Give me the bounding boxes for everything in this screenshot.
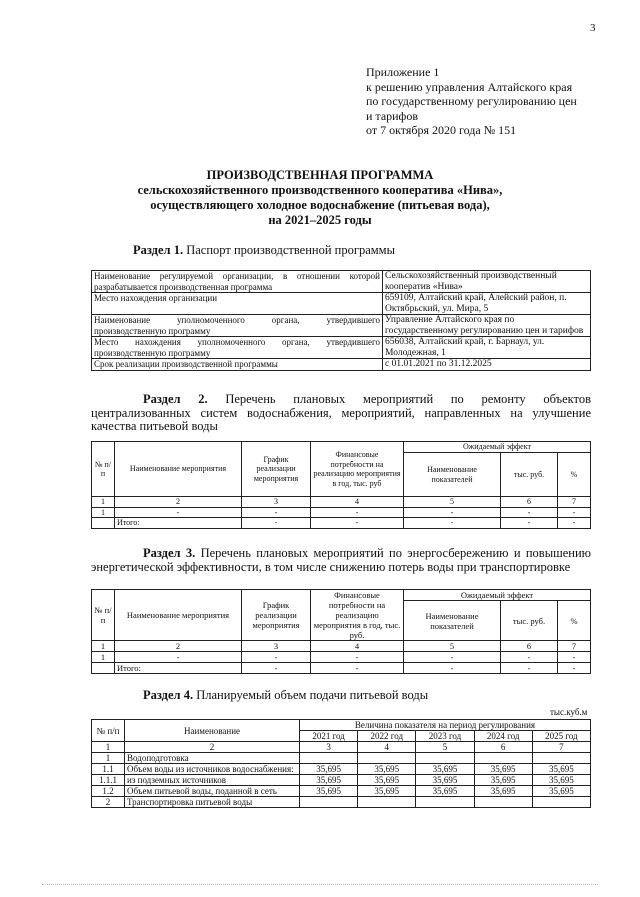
table-cell: из подземных источников	[125, 775, 300, 786]
table-cell: -	[404, 652, 501, 663]
table-cell: 35,695	[300, 775, 358, 786]
table-cell	[92, 518, 115, 529]
table-row	[92, 786, 591, 797]
table-cell: 3	[242, 497, 311, 508]
table-cell: 35,695	[532, 764, 590, 775]
table-cell: -	[501, 518, 558, 529]
header-year: 2023 год	[416, 731, 474, 742]
table-row	[92, 507, 591, 518]
section1-number: Раздел 1.	[133, 243, 184, 257]
table-cell: 1	[92, 497, 115, 508]
passport-value: Сельскохозяйственный производственный кооператив «Нива»	[383, 271, 591, 293]
table-header-row	[92, 720, 591, 731]
table-total-row	[92, 518, 591, 529]
table-row	[92, 775, 591, 786]
header-pct: %	[558, 601, 591, 641]
passport-label: Срок реализации производственной программы	[92, 359, 383, 371]
table-cell: Объем питьевой воды, поданной в сеть	[125, 786, 300, 797]
table-row	[92, 797, 591, 808]
table-cell: -	[242, 518, 311, 529]
header-num: № п/п	[92, 442, 115, 497]
header-effect: Ожидаемый эффект	[404, 442, 591, 453]
passport-value: 656038, Алтайский край, г. Барнаул, ул. Молодежная, 1	[383, 337, 591, 359]
water-volume-table	[91, 719, 591, 808]
table-cell: -	[242, 652, 311, 663]
table-cell: 35,695	[532, 775, 590, 786]
header-num: № п/п	[92, 720, 125, 742]
table-cell: 35,695	[474, 786, 532, 797]
section1-heading	[133, 243, 395, 258]
title-line: осуществляющего холодное водоснабжение (питьевая вода),	[150, 198, 490, 212]
header-rub: тыс. руб.	[501, 453, 558, 497]
table-cell: 2	[115, 641, 242, 652]
table-cell: -	[242, 507, 311, 518]
header-name: Наименование мероприятия	[115, 590, 242, 641]
table-cell: 1	[92, 641, 115, 652]
table-cell: 35,695	[358, 775, 416, 786]
measures-table	[91, 441, 591, 529]
table-header-row	[92, 442, 591, 453]
table-cell: 7	[558, 497, 591, 508]
section3-heading	[91, 547, 591, 574]
section4-number: Раздел 4.	[143, 688, 194, 702]
section3-text: Перечень плановых мероприятий по энергосбережению и повышению энергетической эффективности, в том числе снижению потерь воды при транспортировке	[91, 546, 591, 574]
table-cell: 35,695	[358, 764, 416, 775]
table-cell	[416, 753, 474, 764]
table-cell: 5	[404, 641, 501, 652]
table-cell: -	[404, 663, 501, 674]
table-row	[92, 271, 591, 293]
passport-label: Место нахождения уполномоченного органа, утвердившего производственную программу	[92, 337, 383, 359]
appendix-line: от 7 октября 2020 года № 151	[366, 123, 517, 137]
appendix-line: и тарифов	[366, 108, 419, 123]
table-cell: 4	[311, 641, 404, 652]
table-row	[92, 742, 591, 753]
table-cell: 2	[125, 742, 300, 753]
header-indicator: Наименование показателей	[404, 453, 501, 497]
table-cell: 5	[416, 742, 474, 753]
section2-number: Раздел 2.	[143, 392, 208, 406]
table-cell: 6	[501, 641, 558, 652]
page-number: 3	[590, 22, 596, 34]
table-cell	[532, 753, 590, 764]
header-name: Наименование	[125, 720, 300, 742]
section3-number: Раздел 3.	[143, 546, 196, 560]
table-cell: 3	[242, 641, 311, 652]
header-pct: %	[558, 453, 591, 497]
table-cell: 35,695	[416, 764, 474, 775]
table-cell: 3	[300, 742, 358, 753]
table-cell: 35,695	[474, 764, 532, 775]
table-cell: 4	[311, 497, 404, 508]
table-row	[92, 641, 591, 652]
table-cell: -	[558, 518, 591, 529]
table-cell: 1.1	[92, 764, 125, 775]
table-cell: 1	[92, 652, 115, 663]
header-num: № п/п	[92, 590, 115, 641]
table-total-row	[92, 663, 591, 674]
passport-value: с 01.01.2021 по 31.12.2025	[383, 359, 591, 371]
table-cell: 1	[92, 507, 115, 518]
total-label: Итого:	[115, 518, 242, 529]
table-cell: -	[311, 518, 404, 529]
passport-table	[91, 270, 591, 371]
table-cell: -	[242, 663, 311, 674]
title-line: на 2021–2025 годы	[268, 213, 372, 227]
table-cell: 35,695	[300, 764, 358, 775]
section4-text: Планируемый объем подачи питьевой воды	[193, 688, 429, 702]
table-cell: 35,695	[532, 786, 590, 797]
table-cell: -	[115, 652, 242, 663]
footer-divider	[42, 884, 598, 885]
unit-label: тыс.куб.м	[550, 707, 588, 717]
table-cell: 1	[92, 742, 125, 753]
table-cell: 7	[558, 641, 591, 652]
table-row	[92, 359, 591, 371]
table-row	[92, 764, 591, 775]
table-cell: 35,695	[300, 786, 358, 797]
table-cell	[532, 797, 590, 808]
header-indicator: Наименование показателей	[404, 601, 501, 641]
header-schedule: График реализации мероприятия	[242, 442, 311, 497]
table-row	[92, 315, 591, 337]
table-cell: Водоподготовка	[125, 753, 300, 764]
table-cell: 35,695	[416, 786, 474, 797]
table-cell: 7	[532, 742, 590, 753]
table-cell: -	[501, 652, 558, 663]
table-cell: -	[501, 507, 558, 518]
passport-label: Наименование регулируемой организации, в отношении которой разрабатывается производственная программа	[92, 271, 383, 293]
passport-label: Наименование уполномоченного органа, утвердившего производственную программу	[92, 315, 383, 337]
table-cell: -	[404, 518, 501, 529]
table-cell: -	[311, 663, 404, 674]
total-label: Итого:	[115, 663, 242, 674]
header-period: Величина показателя на период регулирования	[300, 720, 591, 731]
table-cell: -	[501, 663, 558, 674]
table-cell: 1	[92, 753, 125, 764]
section2-heading	[91, 393, 591, 434]
appendix-line: Приложение 1	[366, 65, 440, 79]
table-cell	[300, 797, 358, 808]
document-title	[0, 168, 640, 228]
table-cell: 35,695	[474, 775, 532, 786]
passport-value: Управление Алтайского края по государственному регулированию цен и тарифов	[383, 315, 591, 337]
table-cell: 6	[501, 497, 558, 508]
section1-text: Паспорт производственной программы	[183, 243, 395, 257]
table-cell	[300, 753, 358, 764]
table-cell	[358, 797, 416, 808]
table-cell: -	[311, 652, 404, 663]
table-header-row	[92, 590, 591, 601]
table-cell: Транспортировка питьевой воды	[125, 797, 300, 808]
table-cell: -	[404, 507, 501, 518]
header-effect: Ожидаемый эффект	[404, 590, 591, 601]
table-cell: 35,695	[416, 775, 474, 786]
table-cell: 2	[92, 797, 125, 808]
table-cell: 2	[115, 497, 242, 508]
table-cell: -	[558, 663, 591, 674]
header-year: 2025 год	[532, 731, 590, 742]
header-year: 2022 год	[358, 731, 416, 742]
table-row	[92, 753, 591, 764]
table-cell: 1.2	[92, 786, 125, 797]
section4-heading	[143, 689, 428, 703]
table-cell: 1.1.1	[92, 775, 125, 786]
appendix-line: к решению управления Алтайского края	[366, 79, 573, 94]
table-row	[92, 652, 591, 663]
table-row	[92, 497, 591, 508]
table-cell: -	[311, 507, 404, 518]
passport-value: 659109, Алтайский край, Алейский район, п. Октябрьский, ул. Мира, 5	[383, 293, 591, 315]
table-cell	[474, 753, 532, 764]
table-cell: Объем воды из источников водоснабжения:	[125, 764, 300, 775]
table-cell: -	[115, 507, 242, 518]
table-cell: -	[558, 507, 591, 518]
header-year: 2024 год	[474, 731, 532, 742]
table-cell: 35,695	[358, 786, 416, 797]
title-line: ПРОИЗВОДСТВЕННАЯ ПРОГРАММА	[206, 168, 434, 182]
header-rub: тыс. руб.	[501, 601, 558, 641]
table-cell	[92, 663, 115, 674]
table-row	[92, 337, 591, 359]
energy-measures-table	[91, 589, 591, 674]
header-year: 2021 год	[300, 731, 358, 742]
table-row	[92, 293, 591, 315]
appendix-block	[366, 65, 577, 138]
section2-text: Перечень плановых мероприятий по ремонту объектов централизованных систем водоснабжения, мероприятий, направленных на улучшение качества питьевой воды	[91, 392, 591, 433]
table-cell	[474, 797, 532, 808]
passport-label: Место нахождения организации	[92, 293, 383, 315]
header-finance: Финансовые потребности на реализацию мероприятия в год, тыс. руб	[311, 442, 404, 497]
table-cell: 5	[404, 497, 501, 508]
header-schedule: График реализации мероприятия	[242, 590, 311, 641]
table-cell: 4	[358, 742, 416, 753]
title-line: сельскохозяйственного производственного кооператива «Нива»,	[137, 183, 503, 197]
table-cell	[358, 753, 416, 764]
header-name: Наименование мероприятия	[115, 442, 242, 497]
table-cell: -	[558, 652, 591, 663]
appendix-line: по государственному регулированию цен	[366, 94, 577, 108]
table-cell	[416, 797, 474, 808]
header-finance: Финансовые потребности на реализацию мероприятия в год, тыс. руб.	[311, 590, 404, 641]
table-cell: 6	[474, 742, 532, 753]
